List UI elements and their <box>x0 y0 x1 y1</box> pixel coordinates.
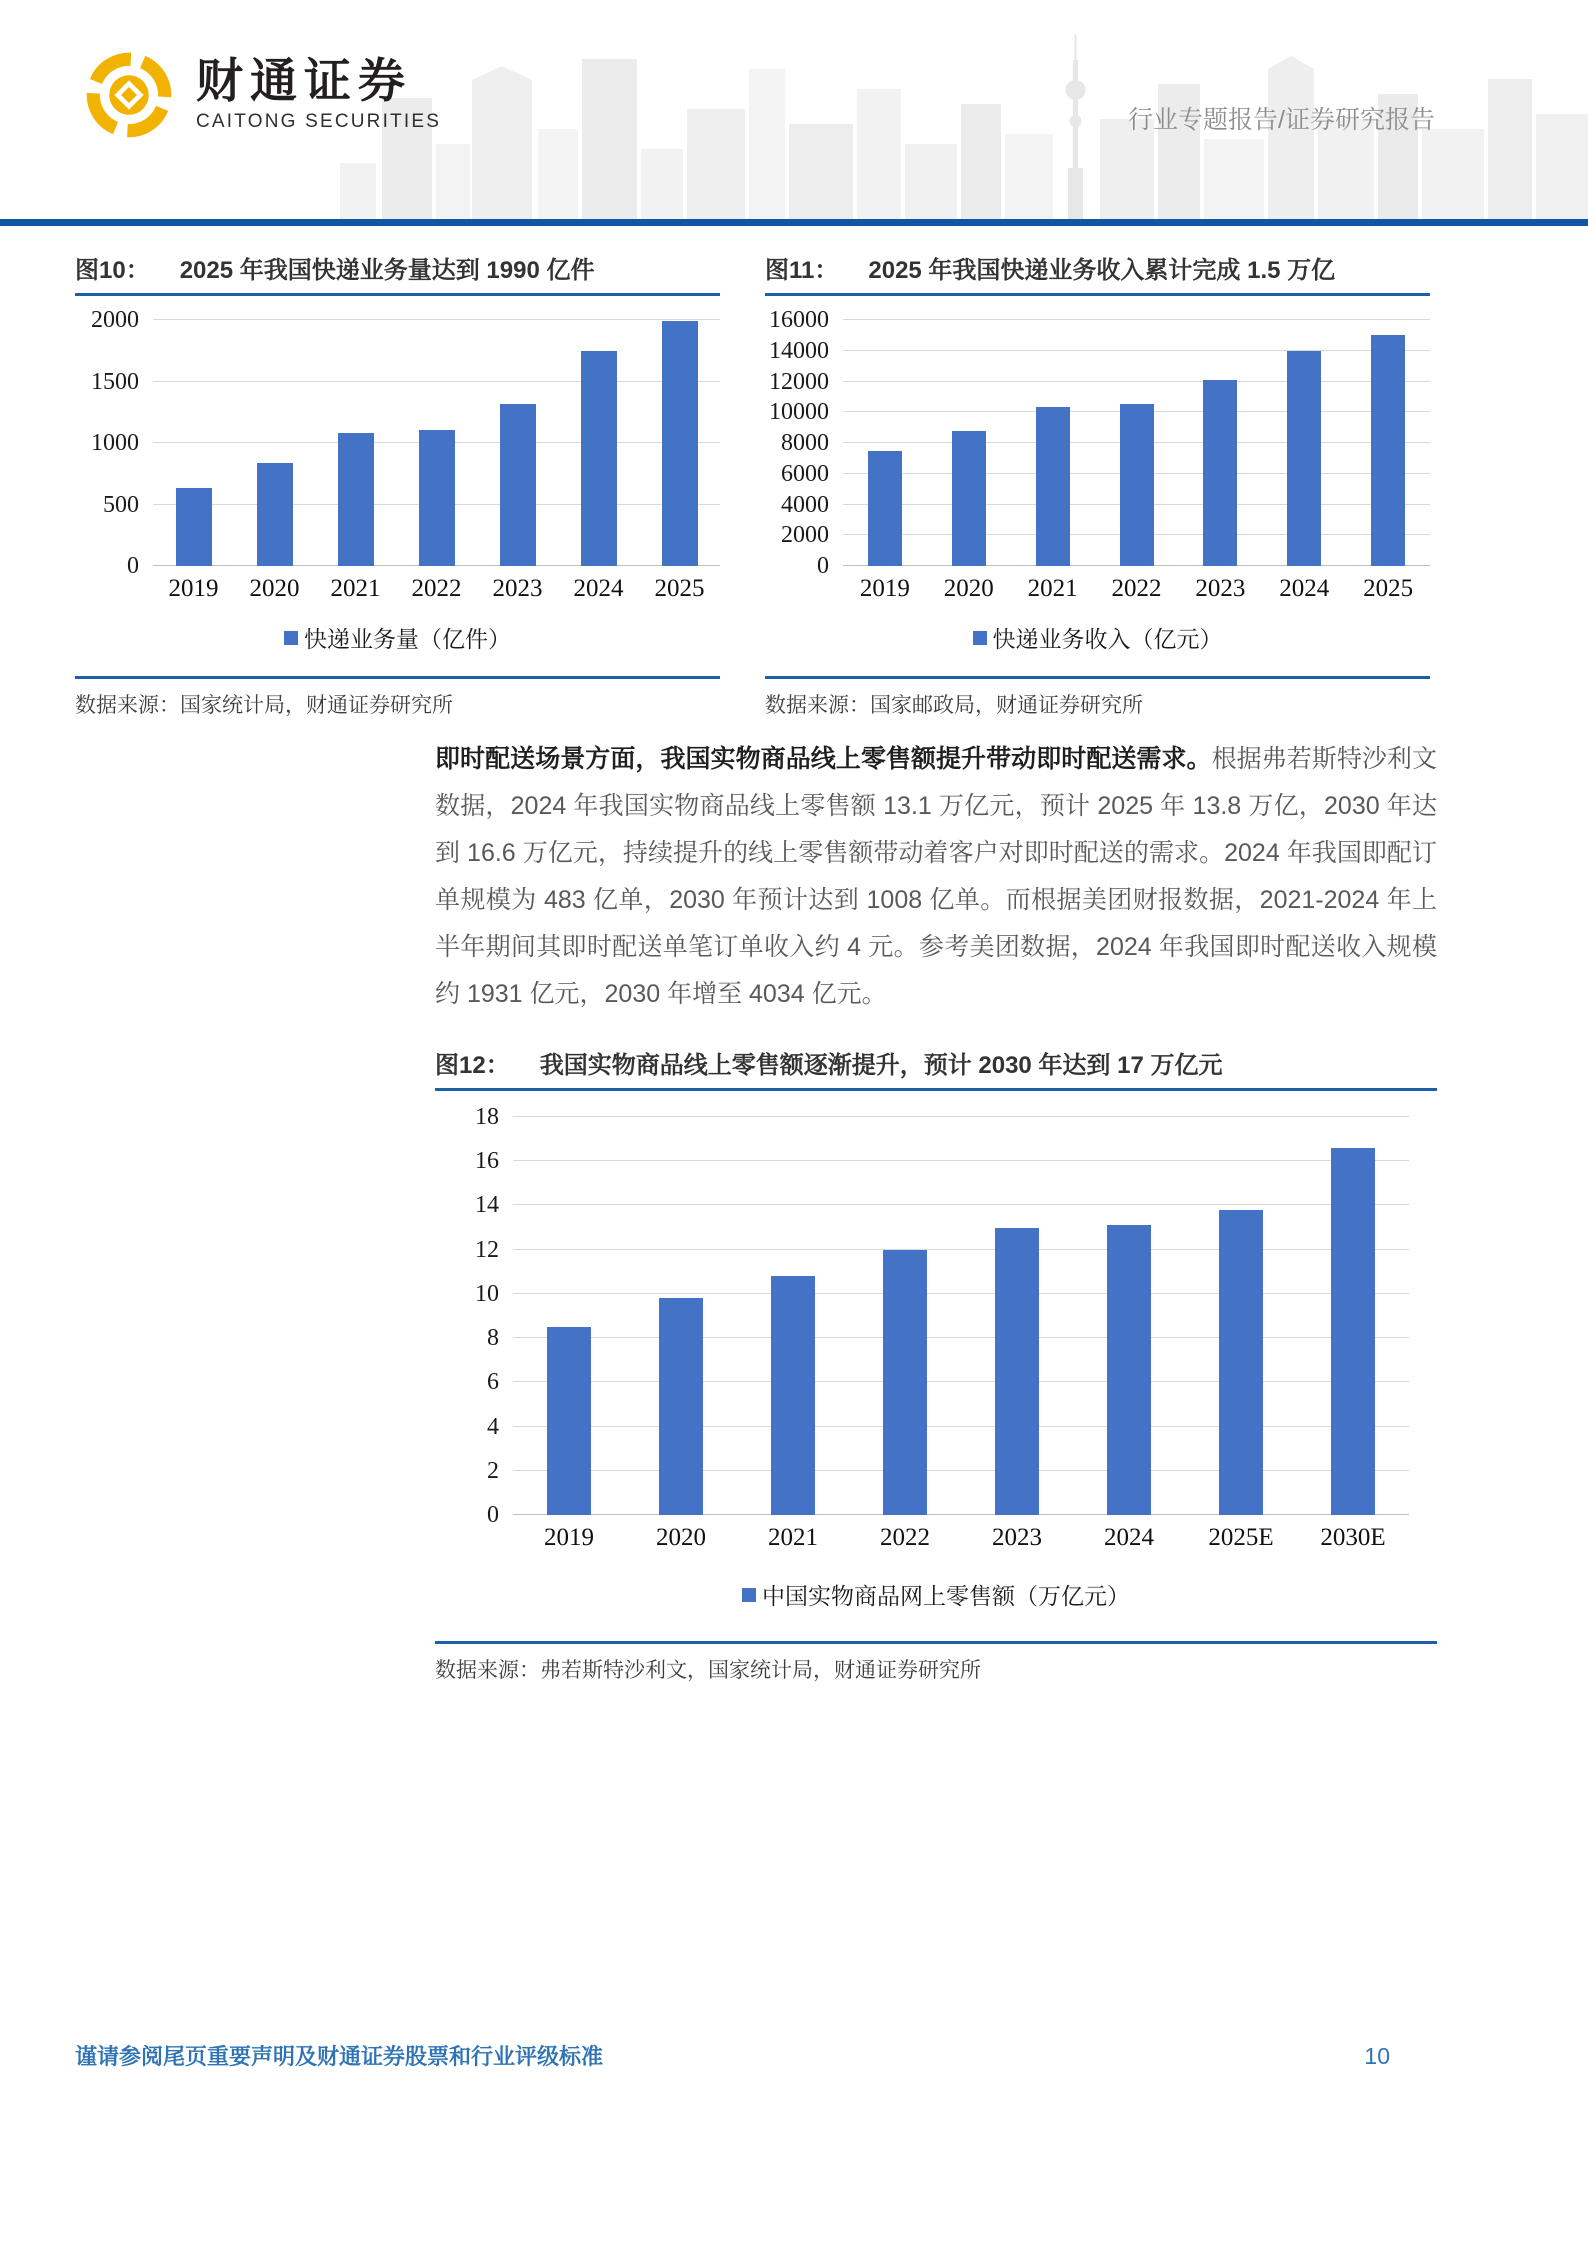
bar-2020 <box>952 431 986 566</box>
bar-slot <box>477 320 558 566</box>
body-paragraph <box>435 736 1437 1018</box>
x-axis-labels <box>435 1524 1437 1552</box>
y-tick-label: 16 <box>475 1148 499 1175</box>
x-tick-label: 2025 <box>654 575 705 602</box>
page-number: 10 <box>1364 2043 1390 2069</box>
x-tick-label: 2030E <box>1320 1524 1386 1551</box>
y-axis <box>75 307 153 579</box>
bar-2022 <box>419 430 455 566</box>
y-tick-label: 4000 <box>781 491 829 518</box>
bar-2025 <box>1371 335 1405 566</box>
figure-bottom-rule <box>765 676 1430 679</box>
figure-12 <box>435 1045 1437 1684</box>
x-tick-label: 2025E <box>1208 1524 1274 1551</box>
bar-series <box>843 320 1430 566</box>
bar-2021 <box>338 433 374 566</box>
y-tick-label: 2 <box>487 1457 499 1484</box>
bar-series <box>513 1117 1409 1515</box>
y-tick-label: 0 <box>487 1502 499 1528</box>
legend-label: 快递业务收入（亿元） <box>992 627 1223 653</box>
y-tick-label: 2000 <box>91 307 139 333</box>
x-tick-label: 2024 <box>1279 575 1330 602</box>
x-tick-label: 2019 <box>168 575 219 602</box>
page-footer <box>75 2040 1435 2071</box>
figure-bottom-rule <box>435 1641 1437 1644</box>
figure-12-title-text: 我国实物商品线上零售额逐渐提升，预计 2030 年达到 17 万亿元 <box>539 1052 1223 1079</box>
bar-slot <box>849 1117 961 1515</box>
chart-express-revenue <box>765 307 1430 654</box>
x-tick-label: 2022 <box>1111 575 1162 602</box>
bar-2022 <box>1120 404 1154 566</box>
x-tick-label: 2021 <box>768 1524 818 1551</box>
bar-2030E <box>1331 1148 1375 1515</box>
legend-marker <box>742 1588 756 1602</box>
bar-slot <box>1185 1117 1297 1515</box>
y-tick-label: 14000 <box>769 337 829 364</box>
figure-10-title <box>75 250 720 296</box>
x-tick-label: 2022 <box>880 1524 930 1551</box>
bar-2019 <box>547 1327 591 1515</box>
figure-11 <box>765 250 1430 719</box>
bar-2024 <box>581 351 617 566</box>
bar-slot <box>961 1117 1073 1515</box>
bar-slot <box>234 320 315 566</box>
bar-slot <box>1073 1117 1185 1515</box>
bar-2022 <box>883 1250 927 1515</box>
y-tick-label: 8 <box>487 1325 499 1352</box>
y-tick-label: 12000 <box>769 368 829 395</box>
figure-11-label: 图11： <box>765 257 839 284</box>
bar-slot <box>625 1117 737 1515</box>
paragraph-rest: 根据弗若斯特沙利文数据，2024 年我国实物商品线上零售额 13.1 万亿元，预计 2025 年 13.8 万亿，2030 年达到 16.6 万亿元，持续提升的线上零售额带动着客户对即时配送的需求。2024 年我国即配订单规模为 483 亿单，2030 年预计达到 1008 亿单。而根据美团财报数据，2021-2024 年上半年期间其即时配送单笔订单收入约 4 元。参考美团数据，2024 年我国即时配送收入规模约 1931 亿元，2030 年增至 4034 亿元。 <box>435 745 1437 1008</box>
bar-2021 <box>1036 407 1070 566</box>
chart-express-volume <box>75 307 720 654</box>
bar-2023 <box>500 404 536 566</box>
y-tick-label: 8000 <box>781 430 829 456</box>
figure-10 <box>75 250 720 719</box>
brand-text <box>196 54 442 132</box>
y-axis <box>435 1104 513 1528</box>
bar-2024 <box>1107 1225 1151 1515</box>
plot-area <box>513 1117 1409 1515</box>
bar-2020 <box>257 463 293 566</box>
y-tick-label: 10 <box>475 1280 499 1307</box>
bar-2023 <box>1203 380 1237 566</box>
bar-2020 <box>659 1298 703 1515</box>
x-tick-label: 2025 <box>1363 575 1414 602</box>
plot-area <box>843 320 1430 566</box>
x-tick-label: 2019 <box>544 1524 594 1551</box>
figure-bottom-rule <box>75 676 720 679</box>
y-tick-label: 14 <box>475 1192 499 1219</box>
legend-label: 中国实物商品网上零售额（万亿元） <box>762 1584 1130 1610</box>
brand-name-en: CAITONG SECURITIES <box>196 110 442 132</box>
chart-online-retail <box>435 1104 1437 1611</box>
bar-2019 <box>868 451 902 566</box>
bar-slot <box>1346 320 1430 566</box>
figure-12-title <box>435 1045 1437 1091</box>
y-tick-label: 6 <box>487 1369 499 1396</box>
x-tick-label: 2022 <box>411 575 462 602</box>
figure-11-source: 数据来源：国家邮政局，财通证券研究所 <box>765 694 1143 717</box>
bar-slot <box>1297 1117 1409 1515</box>
bar-slot <box>153 320 234 566</box>
figure-12-label: 图12： <box>435 1052 510 1079</box>
bar-slot <box>558 320 639 566</box>
bar-slot <box>1262 320 1346 566</box>
x-axis-labels <box>75 575 720 603</box>
paragraph-lead: 即时配送场景方面，我国实物商品线上零售额提升带动即时配送需求。 <box>435 745 1212 773</box>
legend-marker <box>284 631 298 645</box>
brand-name-cn: 财通证券 <box>196 54 412 110</box>
bar-slot <box>927 320 1011 566</box>
legend-marker <box>973 631 987 645</box>
chart-legend <box>75 621 720 654</box>
figure-10-title-text: 2025 年我国快递业务量达到 1990 亿件 <box>179 257 595 284</box>
figure-11-title <box>765 250 1430 296</box>
x-tick-label: 2020 <box>249 575 300 602</box>
figure-12-source: 数据来源：弗若斯特沙利文，国家统计局，财通证券研究所 <box>435 1659 981 1682</box>
bar-2025 <box>662 321 698 566</box>
bar-2025E <box>1219 1210 1263 1515</box>
x-tick-label: 2020 <box>656 1524 706 1551</box>
y-tick-label: 18 <box>475 1104 499 1130</box>
y-tick-label: 6000 <box>781 460 829 487</box>
figure-row <box>75 250 1435 719</box>
chart-legend <box>435 1578 1437 1611</box>
brand-logo <box>82 48 441 142</box>
caitong-coin-icon <box>82 48 176 142</box>
bar-2019 <box>176 488 212 566</box>
y-tick-label: 2000 <box>781 522 829 549</box>
plot-area <box>153 320 720 566</box>
y-tick-label: 12 <box>475 1236 499 1263</box>
y-tick-label: 10000 <box>769 399 829 426</box>
figure-10-label: 图10： <box>75 257 150 284</box>
figure-11-title-text: 2025 年我国快递业务收入累计完成 1.5 万亿 <box>868 257 1336 284</box>
bar-2023 <box>995 1228 1039 1515</box>
y-tick-label: 0 <box>817 553 829 579</box>
bar-slot <box>1095 320 1179 566</box>
x-tick-label: 2021 <box>330 575 381 602</box>
bar-slot <box>737 1117 849 1515</box>
bar-slot <box>1178 320 1262 566</box>
y-axis <box>765 307 843 579</box>
x-tick-label: 2019 <box>859 575 910 602</box>
chart-legend <box>765 621 1430 654</box>
footer-disclaimer: 谨请参阅尾页重要声明及财通证券股票和行业评级标准 <box>75 2044 604 2069</box>
x-axis-labels <box>765 575 1430 603</box>
bar-slot <box>843 320 927 566</box>
y-tick-label: 0 <box>127 553 139 579</box>
x-tick-label: 2024 <box>573 575 624 602</box>
figure-10-source: 数据来源：国家统计局，财通证券研究所 <box>75 694 453 717</box>
bar-slot <box>396 320 477 566</box>
x-tick-label: 2024 <box>1104 1524 1154 1551</box>
y-tick-label: 500 <box>103 491 139 518</box>
bar-slot <box>1011 320 1095 566</box>
y-tick-label: 1000 <box>91 430 139 456</box>
header-divider <box>0 219 1588 226</box>
x-tick-label: 2023 <box>992 1524 1042 1551</box>
x-tick-label: 2021 <box>1027 575 1078 602</box>
bar-2024 <box>1287 351 1321 566</box>
report-type-label: 行业专题报告/证券研究报告 <box>1128 106 1435 134</box>
x-tick-label: 2023 <box>492 575 543 602</box>
x-tick-label: 2020 <box>943 575 994 602</box>
bar-slot <box>639 320 720 566</box>
x-tick-label: 2023 <box>1195 575 1246 602</box>
bar-2021 <box>771 1276 815 1515</box>
bar-series <box>153 320 720 566</box>
bar-slot <box>315 320 396 566</box>
y-tick-label: 16000 <box>769 307 829 333</box>
bar-slot <box>513 1117 625 1515</box>
legend-label: 快递业务量（亿件） <box>304 627 511 653</box>
y-tick-label: 4 <box>487 1413 499 1440</box>
y-tick-label: 1500 <box>91 368 139 395</box>
